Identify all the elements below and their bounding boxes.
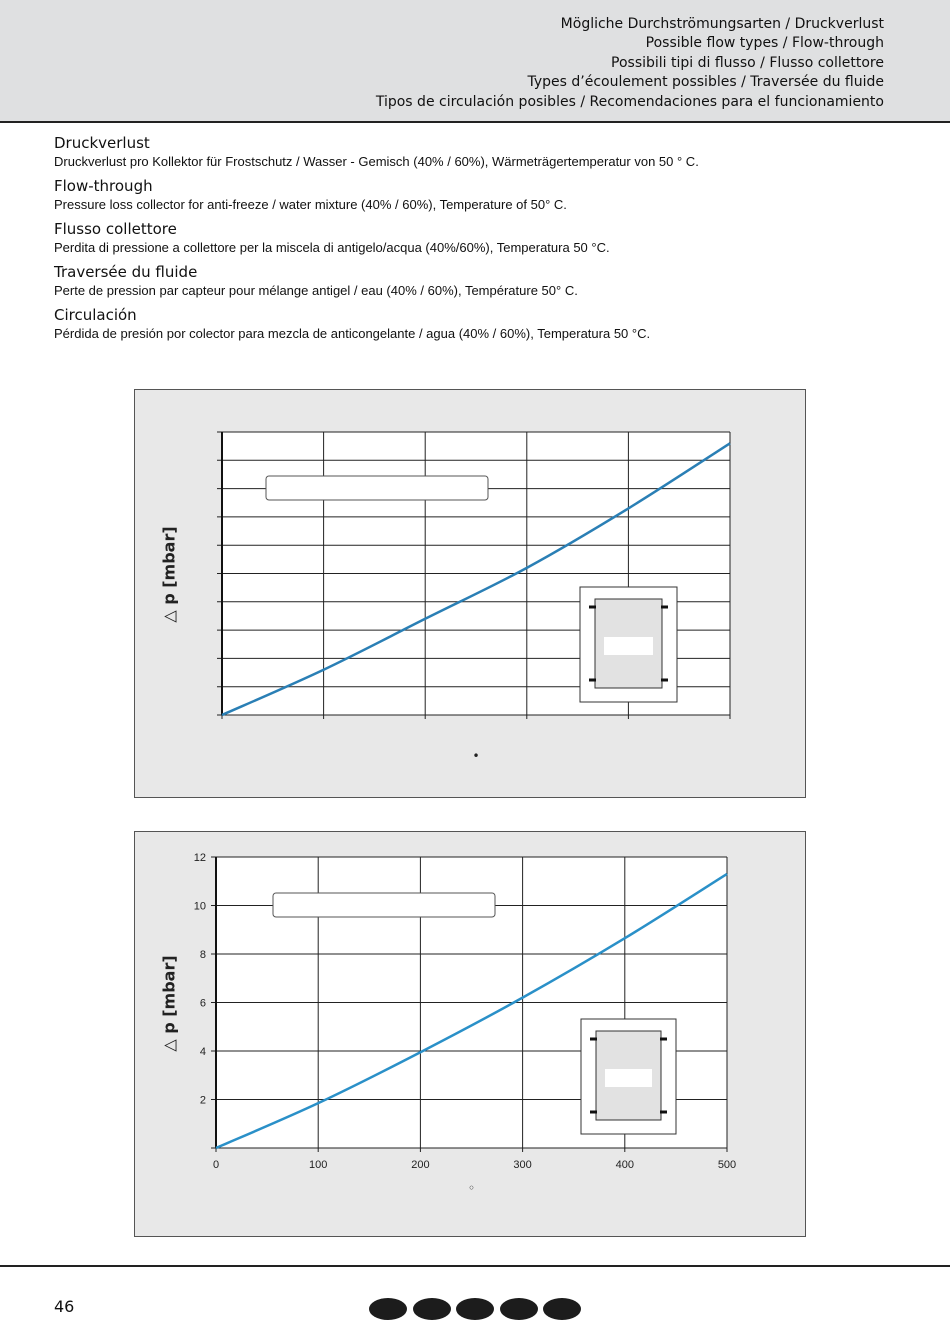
collector-label-area — [605, 1069, 652, 1087]
section-text: Pressure loss collector for anti-freeze / water mixture (40% / 60%), Temperature of 50° C. — [54, 197, 567, 212]
header-line: Possible flow types / Flow-through — [645, 35, 884, 52]
x-tick-label: 500 — [717, 1159, 737, 1171]
x-tick-label: 200 — [411, 1159, 430, 1171]
page-header — [0, 0, 950, 123]
y-axis-label: △ p [mbar] — [159, 955, 179, 1052]
intro-sections — [54, 134, 914, 349]
footer-dot — [500, 1298, 538, 1320]
section-en — [54, 177, 914, 213]
x-tick-label: 400 — [615, 1159, 634, 1171]
y-tick-label: 6 — [199, 997, 206, 1010]
chart-panel-1 — [134, 389, 806, 798]
section-fr — [54, 263, 914, 299]
footer-dot — [369, 1298, 407, 1320]
y-tick-label: 4 — [199, 1046, 206, 1058]
y-tick-label: 10 — [193, 900, 206, 913]
header-titles — [376, 15, 884, 112]
x-tick-label: 300 — [513, 1159, 532, 1171]
section-title: Circulación — [54, 306, 137, 324]
x-tick-label: 0 — [212, 1159, 220, 1171]
page-number: 46 — [54, 1297, 75, 1316]
footer-dot — [413, 1298, 451, 1320]
section-title: Flow-through — [54, 177, 153, 195]
y-tick-label: 2 — [199, 1094, 206, 1107]
chart-panel-2 — [134, 831, 806, 1237]
section-title: Druckverlust — [54, 134, 150, 152]
legend-box — [273, 893, 495, 917]
section-text: Pérdida de presión por colector para mezcla de anticongelante / agua (40% / 60%), Temperatura 50 °C. — [54, 326, 651, 341]
x-axis-label: ◦ — [467, 1181, 476, 1195]
section-es — [54, 306, 914, 342]
collector-label-area — [604, 637, 653, 655]
section-title: Flusso collettore — [54, 220, 177, 238]
y-axis-label: △ p [mbar] — [159, 526, 179, 623]
header-line: Types d’écoulement possibles / Traversée du fluide — [527, 74, 884, 91]
section-title: Traversée du fluide — [54, 263, 198, 281]
header-line: Tipos de circulación posibles / Recomendaciones para el funcionamiento — [375, 93, 884, 110]
pressure-loss-chart-2 — [135, 832, 805, 1236]
header-line: Possibili tipi di flusso / Flusso collettore — [611, 54, 884, 71]
section-text: Perte de pression par capteur pour mélange antigel / eau (40% / 60%), Température 50° C. — [54, 283, 578, 298]
y-tick-label: 12 — [193, 852, 206, 864]
footer-dot — [456, 1298, 494, 1320]
x-axis-label: • — [472, 749, 480, 763]
header-line: Mögliche Durchströmungsarten / Druckverlust — [560, 16, 884, 32]
section-de — [54, 134, 914, 170]
section-text: Druckverlust pro Kollektor für Frostschutz / Wasser - Gemisch (40% / 60%), Wärmeträgertemperatur von 50 ° C. — [54, 154, 699, 169]
section-it — [54, 220, 914, 256]
y-tick-label: 8 — [199, 949, 206, 961]
section-text: Perdita di pressione a collettore per la miscela di antigelo/acqua (40%/60%), Temperatura 50 °C. — [54, 240, 610, 255]
footer-dot — [543, 1298, 581, 1320]
pressure-loss-chart-1 — [135, 390, 805, 797]
x-tick-label: 100 — [309, 1159, 328, 1171]
legend-box — [266, 476, 488, 500]
footer-rule — [0, 1265, 950, 1267]
